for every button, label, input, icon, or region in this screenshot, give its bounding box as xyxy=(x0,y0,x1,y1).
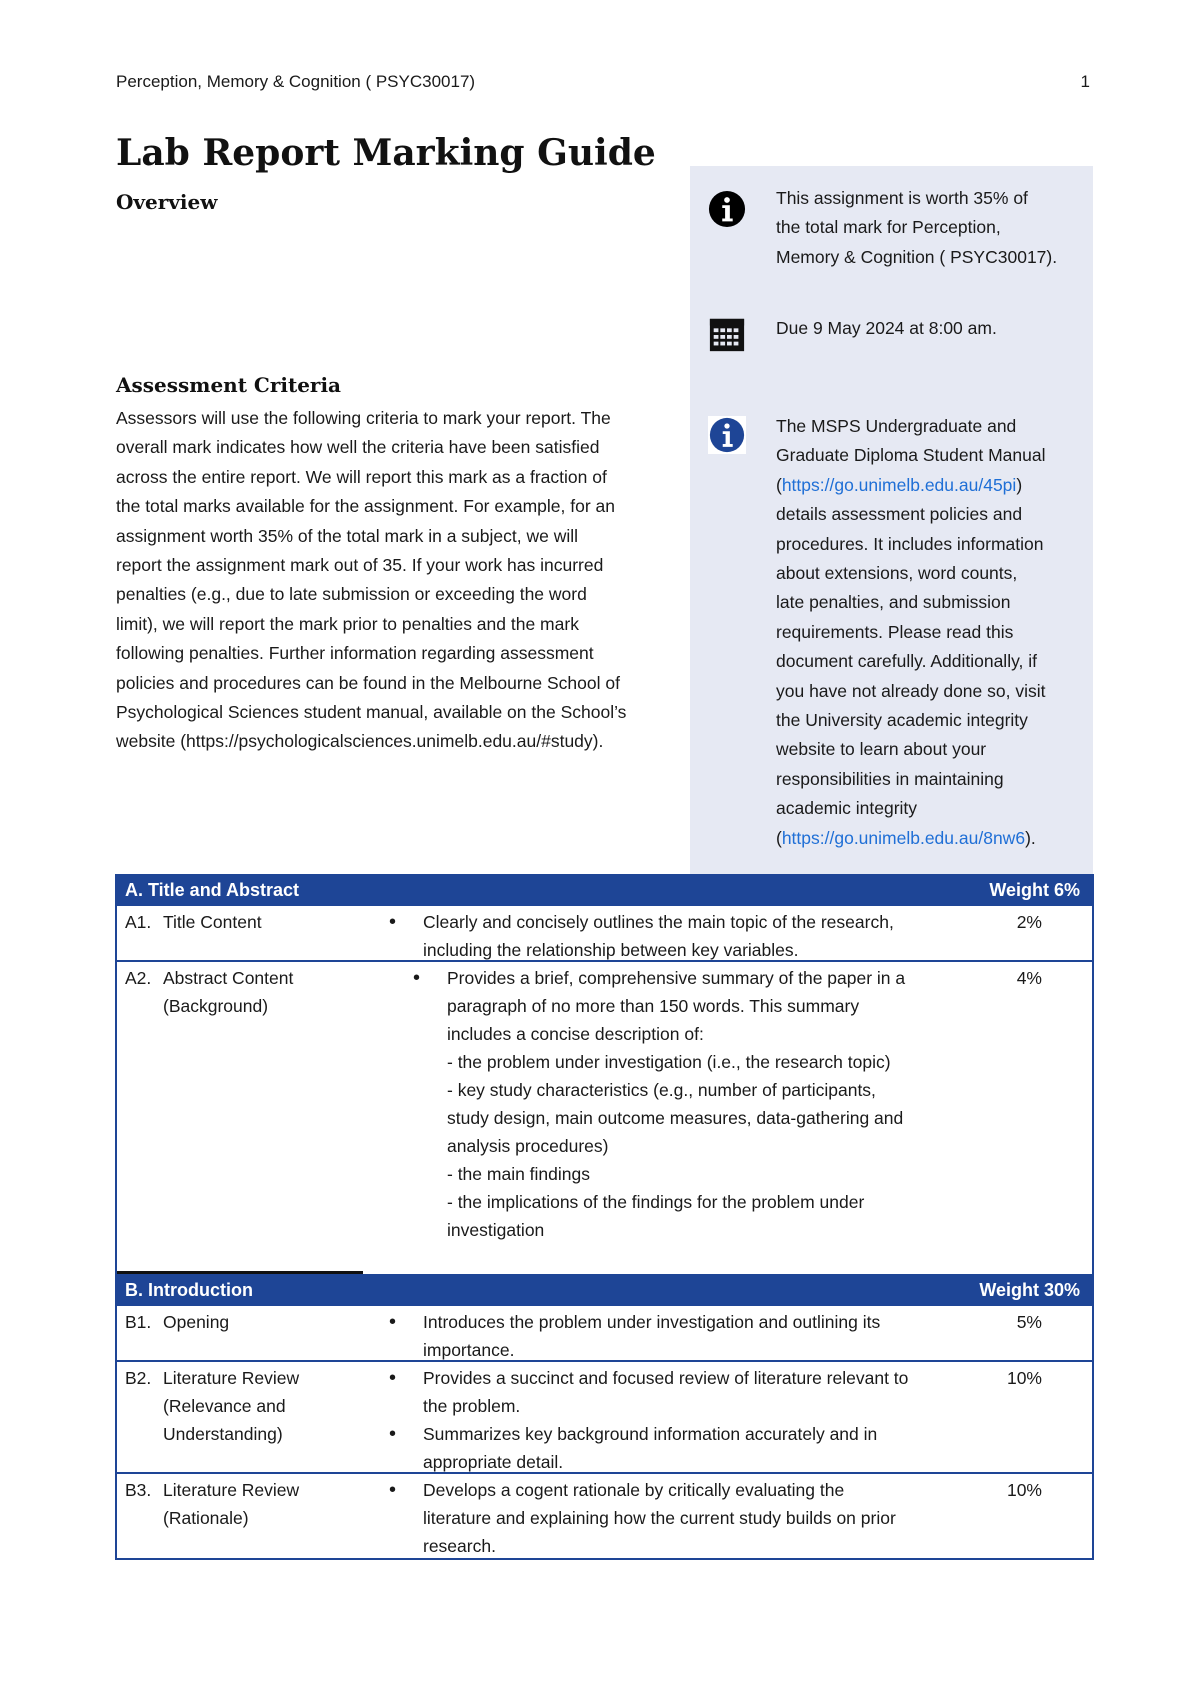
page-header xyxy=(116,72,1090,92)
academic-integrity-link[interactable]: https://go.unimelb.edu.au/8nw6 xyxy=(781,827,1026,848)
student-manual-link[interactable]: https://go.unimelb.edu.au/45pi xyxy=(781,474,1017,495)
list-item: • Provides a succinct and focused review of literature relevant to the problem. xyxy=(423,1364,908,1420)
table-row: B3. Literature Review (Rationale) • Develops a cogent rationale by critically evaluating the literature and explaining how the current study builds on prior research. 10% xyxy=(115,1474,1094,1560)
info-icon xyxy=(708,190,746,228)
section-a-title: A. Title and Abstract xyxy=(125,879,300,900)
list-item: • Clearly and concisely outlines the main topic of the research, including the relationship between key variables. xyxy=(423,908,894,964)
list-item: • Introduces the problem under investigation and outlining its importance. xyxy=(423,1308,880,1364)
assessment-criteria-heading: Assessment Criteria xyxy=(116,373,342,397)
table-row: B1. Opening • Introduces the problem under investigation and outlining its importance. 5% xyxy=(115,1306,1094,1362)
rubric-table xyxy=(115,874,1094,1560)
section-b-title: B. Introduction xyxy=(125,1279,253,1300)
table-row: A2. Abstract Content (Background) • Provides a brief, comprehensive summary of the paper in a paragraph of no more than 150 words. This summary includes a concise description of: - the problem under investigation (i.e., the research topic) - key study characteristics (e.g., number of participants, study design, main outcome measures, data-gathering and analysis procedures) - the main findings - the implications of the findings for the problem under investigation 4% xyxy=(115,962,1094,1274)
assessment-criteria-text: Assessors will use the following criteria to mark your report. The overall mark indicates how well the criteria have been satisfied across the entire report. We will report this mark as a fraction of the total marks available for the assignment. For example, for an assignment worth 35% of the total mark in a subject, we will report the assignment mark out of 35. If your work has incurred penalties (e.g., due to late submission or exceeding the word limit), we will report the mark prior to penalties and the mark following penalties. Further information regarding assessment policies and procedures can be found in the Melbourne School of Psychological Sciences student manual, available on the School’s website (https://psychologicalsciences.unimelb.edu.au/#study). xyxy=(116,408,627,752)
page-number: 1 xyxy=(1080,72,1090,91)
info-sidebar: This assignment is worth 35% of the total mark for Perception, Memory & Cognition ( PSYC30017). Due 9 May 2024 at 8:00 am. The MSPS Undergraduate and Graduate Diploma Student Manual (https://go.unimelb.edu.au/45pi) details assessment policies and procedures. It includes information about extensions, word counts, late penalties, and submission requirements. Please read this document carefully. Additionally, if you have not already done so, visit the University academic integrity website to learn about your responsibilities in maintaining academic integrity (https://go.unimelb.edu.au/8nw6). xyxy=(690,166,1093,876)
table-row: B2. Literature Review (Relevance and Understanding) • Provides a succinct and focused review of literature relevant to the problem. • Summarizes key background information accurately and in appropriate detail. 10% xyxy=(115,1362,1094,1474)
table-row: A1. Title Content • Clearly and concisely outlines the main topic of the research, including the relationship between key variables. 2% xyxy=(115,906,1094,962)
section-b-header xyxy=(115,1274,1094,1306)
section-b-weight: Weight 30% xyxy=(979,1279,1080,1300)
calendar-icon xyxy=(708,316,746,354)
section-a-header xyxy=(115,874,1094,906)
course-name: Perception, Memory & Cognition ( PSYC30017) xyxy=(116,72,476,91)
overview-heading: Overview xyxy=(116,190,218,214)
info-icon xyxy=(708,416,746,454)
page-title: Lab Report Marking Guide xyxy=(116,132,656,174)
list-item: • Provides a brief, comprehensive summary of the paper in a paragraph of no more than 150 words. This summary includes a concise description of: - the problem under investigation (i.e., the research topic) - key study characteristics (e.g., number of participants, study design, main outcome measures, data-gathering and analysis procedures) - the main findings - the implications of the findings for the problem under investigation xyxy=(447,964,905,1244)
due-date-text: Due 9 May 2024 at 8:00 am. xyxy=(776,318,997,338)
list-item: • Summarizes key background information accurately and in appropriate detail. xyxy=(423,1420,908,1476)
list-item: • Develops a cogent rationale by critically evaluating the literature and explaining how the current study builds on prior research. xyxy=(423,1476,896,1560)
divider xyxy=(117,1271,363,1274)
section-a-weight: Weight 6% xyxy=(989,879,1080,900)
